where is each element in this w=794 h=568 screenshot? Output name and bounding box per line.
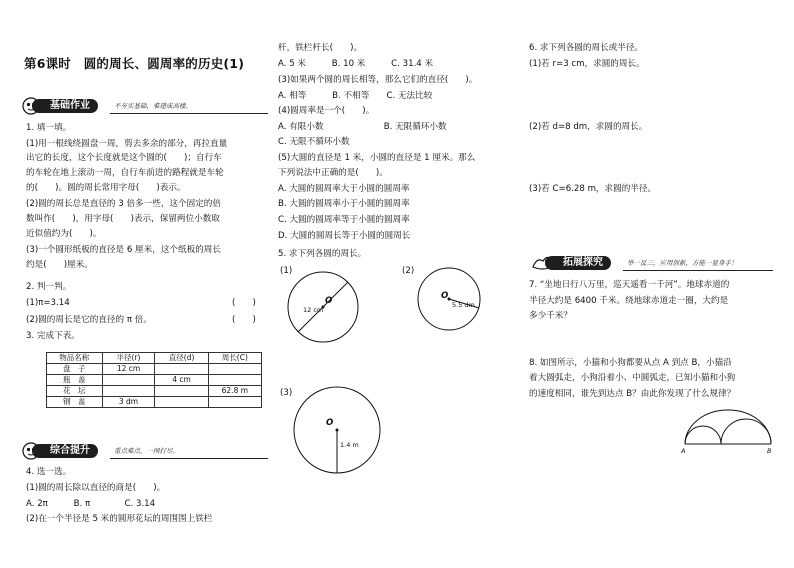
circle-2-dimension: 5.5 dm bbox=[452, 301, 475, 309]
q4-line: (1)圆的周长除以直径的商是( )。 bbox=[26, 483, 166, 493]
banner-underline bbox=[110, 113, 268, 114]
table-header-cell: 物品名称 bbox=[47, 353, 103, 364]
q8-line: 的速度相同，谁先到达点 B？由此你发现了什么规律？ bbox=[529, 389, 736, 399]
table-cell[interactable] bbox=[155, 364, 208, 375]
arc-label-a: A bbox=[681, 447, 686, 455]
q1-line: 近似值约为( )。 bbox=[26, 229, 102, 239]
table-header-row bbox=[47, 353, 262, 364]
circle-3-number: (3) bbox=[280, 388, 293, 398]
banner-basic bbox=[22, 98, 272, 114]
q2-item-2: (2)圆的周长是它的直径的 π 倍。 bbox=[26, 315, 152, 325]
banner-advanced-note: 重点难点，一网打尽。 bbox=[114, 447, 179, 455]
q1-line: 数叫作( )，用字母( )表示，保留两位小数取 bbox=[26, 214, 220, 224]
banner-extension bbox=[531, 255, 777, 271]
q4-line: (3)如果两个圆的周长相等，那么它们的直径( )。 bbox=[278, 75, 478, 85]
table-row bbox=[47, 386, 262, 397]
circle-3-center-label: O bbox=[326, 418, 334, 428]
table-cell: 12 cm bbox=[102, 364, 155, 375]
q5-heading: 5. 求下列各圆的周长。 bbox=[278, 249, 367, 259]
q1-line: (1)用一根线绕圆盘一周，剪去多余的部分，再拉直量 bbox=[26, 139, 228, 149]
q2-item-1: (1)π=3.14 bbox=[26, 298, 70, 308]
circle-2-figure bbox=[416, 266, 482, 332]
q4-line: (5)大圆的直径是 1 米，小圆的直径是 1 厘米。那么 bbox=[278, 153, 476, 163]
q2-answer-box-2[interactable]: ( ) bbox=[232, 315, 256, 325]
table-row bbox=[47, 397, 262, 408]
circle-2-number: (2) bbox=[402, 266, 415, 276]
q7-line: 7. “坐地日行八万里，巡天遥看一千河”。地球赤道的 bbox=[529, 280, 730, 290]
table-cell: 钢 盖 bbox=[47, 397, 103, 408]
table-cell[interactable] bbox=[208, 375, 261, 386]
circle-3-dimension: 1.4 m bbox=[340, 441, 359, 449]
q1-line: (3)一个圆形纸板的直径是 6 厘米，这个纸板的周长 bbox=[26, 245, 221, 255]
circle-1-number: (1) bbox=[280, 266, 293, 276]
table-cell[interactable] bbox=[102, 386, 155, 397]
q4-line: A. 5 米 B. 10 米 C. 31.4 米 bbox=[278, 59, 434, 69]
q4-line: (2)在一个半径是 5 米的圆形花坛的周围围上铁栏 bbox=[26, 514, 213, 524]
table-cell: 瓶 盖 bbox=[47, 375, 103, 386]
arcs-figure bbox=[681, 406, 775, 448]
table-header-cell: 周长(C) bbox=[208, 353, 261, 364]
q6-heading: 6. 求下列各圆的周长或半径。 bbox=[529, 43, 644, 53]
q6-item-1: (1)若 r=3 cm，求圆的周长。 bbox=[529, 59, 645, 69]
circle-3-figure bbox=[292, 385, 382, 475]
table-cell: 4 cm bbox=[155, 375, 208, 386]
q4-line: 杆，铁栏杆长( )。 bbox=[278, 43, 363, 53]
banner-advanced bbox=[22, 443, 272, 459]
q4-line: C. 大圆的圆周率等于小圆的圆周率 bbox=[278, 215, 410, 225]
banner-underline bbox=[623, 270, 773, 271]
q4-line: (4)圆周率是一个( )。 bbox=[278, 106, 375, 116]
table-cell: 花 坛 bbox=[47, 386, 103, 397]
arc-label-b: B bbox=[767, 447, 772, 455]
q2-answer-box-1[interactable]: ( ) bbox=[232, 298, 256, 308]
q2-heading: 2. 判一判。 bbox=[26, 282, 72, 292]
q7-line: 多少千米？ bbox=[529, 311, 572, 321]
circle-1-center-label: O bbox=[325, 296, 333, 306]
banner-advanced-label: 综合提升 bbox=[32, 444, 98, 458]
table-cell[interactable] bbox=[208, 364, 261, 375]
q1-line: 的车轮在地上滚动一周，自行车前进的路程就是车轮 bbox=[26, 168, 224, 178]
q4-heading: 4. 选一选。 bbox=[26, 467, 72, 477]
q4-line: A. 有限小数 B. 无限循环小数 bbox=[278, 122, 447, 132]
table-header-cell: 半径(r) bbox=[102, 353, 155, 364]
table-cell[interactable] bbox=[102, 375, 155, 386]
table-header-cell: 直径(d) bbox=[155, 353, 208, 364]
page-title: 第6课时 圆的周长、圆周率的历史(1) bbox=[24, 56, 245, 71]
q1-line: 约是( )厘米。 bbox=[26, 260, 93, 270]
q4-line: A. 相等 B. 不相等 C. 无法比较 bbox=[278, 91, 433, 101]
q3-heading: 3. 完成下表。 bbox=[26, 331, 80, 341]
q8-line: 着大圆弧走，小狗沿着小、中圆弧走，已知小猫和小狗 bbox=[529, 373, 736, 383]
q6-item-2: (2)若 d=8 dm，求圆的周长。 bbox=[529, 122, 648, 132]
q8-line: 8. 如图所示，小猫和小狗都要从点 A 到点 B，小猫沿 bbox=[529, 358, 732, 368]
q4-line: B. 大圆的圆周率小于小圆的圆周率 bbox=[278, 199, 410, 209]
table-cell[interactable] bbox=[155, 397, 208, 408]
table-cell: 62.8 m bbox=[208, 386, 261, 397]
q1-heading: 1. 填一填。 bbox=[26, 123, 72, 133]
table-cell[interactable] bbox=[208, 397, 261, 408]
table-row bbox=[47, 375, 262, 386]
q1-line: 的( )。圆的周长常用字母( )表示。 bbox=[26, 183, 186, 193]
banner-extension-note: 举一反三，应用创新，方能一显身手！ bbox=[627, 259, 738, 267]
q4-line: C. 无限不循环小数 bbox=[278, 137, 350, 147]
circle-1-dimension: 12 cm bbox=[303, 306, 324, 314]
banner-underline bbox=[110, 458, 268, 459]
q4-line: A. 2π B. π C. 3.14 bbox=[26, 499, 156, 509]
q4-line: A. 大圆的圆周率大于小圆的圆周率 bbox=[278, 184, 410, 194]
q7-line: 半径大约是 6400 千米。绕地球赤道走一圈，大约是 bbox=[529, 296, 729, 306]
data-table bbox=[46, 352, 262, 408]
circle-2-center-label: O bbox=[441, 291, 449, 301]
table-cell: 3 dm bbox=[102, 397, 155, 408]
q6-item-3: (3)若 C=6.28 m，求圆的半径。 bbox=[529, 184, 657, 194]
table-row bbox=[47, 364, 262, 375]
banner-basic-note: 不夯实基础，难建成高楼。 bbox=[114, 102, 192, 110]
q1-line: (2)圆的周长总是直径的 3 倍多一些，这个固定的倍 bbox=[26, 199, 221, 209]
table-cell[interactable] bbox=[155, 386, 208, 397]
q1-line: 出它的长度，这个长度就是这个圆的( )；自行车 bbox=[26, 153, 222, 163]
q4-line: D. 大圆的圆周长等于小圆的圆周长 bbox=[278, 231, 411, 241]
table-cell: 盘 子 bbox=[47, 364, 103, 375]
banner-extension-label: 拓展探究 bbox=[545, 256, 611, 270]
q4-line: 下列说法中正确的是( )。 bbox=[278, 168, 388, 178]
banner-basic-label: 基础作业 bbox=[32, 99, 98, 113]
